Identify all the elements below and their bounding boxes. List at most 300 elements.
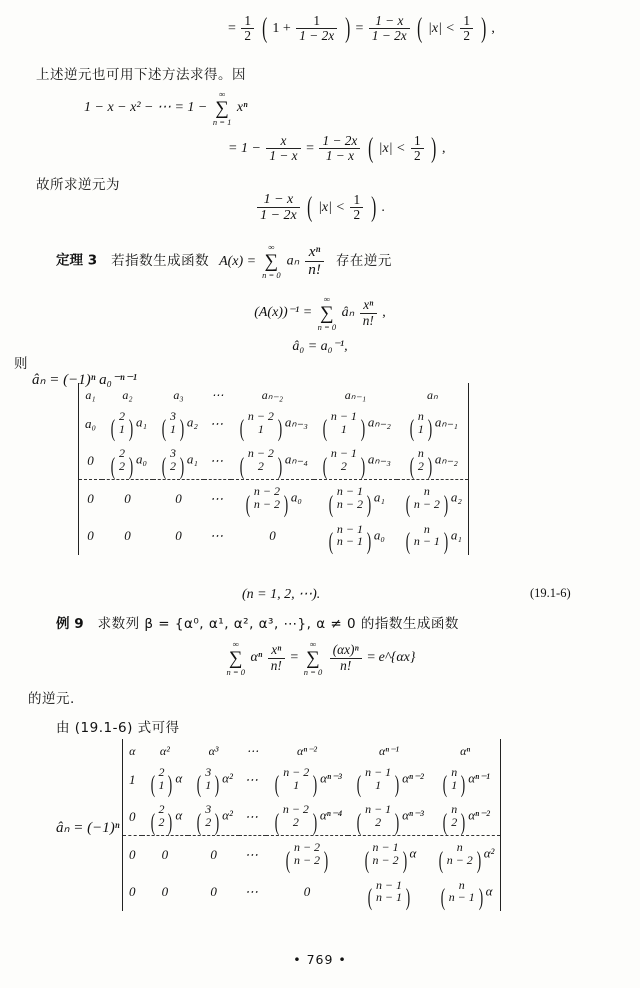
denominator: n! [270,657,282,673]
binomial-coefficient [365,877,413,911]
cell [266,761,348,798]
cell [153,405,204,442]
cell-coefficient: α² [222,807,233,823]
binomial-coefficient [403,484,451,518]
right-paren: ) [128,416,134,443]
cell-ellipsis: ⋯ [204,480,231,518]
binom-top: n [451,802,458,817]
left-paren: ( [322,416,328,443]
left-paren: ( [364,847,369,874]
cell: 0 [129,808,136,824]
cell [188,761,239,798]
coefficient-a-n: aₙ [286,253,300,269]
cell [314,405,397,442]
cell-coefficient: a₁ [135,414,147,430]
denominator: 2 [244,28,252,44]
fraction-half-cond [460,14,473,44]
cond-right-paren: ) [370,191,376,223]
cell [142,761,189,798]
left-paren: ( [261,13,267,45]
right-paren: ) [344,13,350,45]
cell-coefficient: a₀ [290,490,302,505]
binom-bottom: n − 2 [372,852,399,867]
cell: 0 [87,528,94,544]
example-label: 例 9 [56,616,84,632]
left-paren: ( [409,416,415,443]
cell-ellipsis: ⋯ [209,528,225,544]
cell: 0 [269,528,276,544]
cell-coefficient: aₙ₋₄ [284,451,308,467]
cell [348,761,430,798]
right-paren: ) [312,772,318,799]
table-row [79,405,468,442]
summation-symbol [213,90,232,126]
binom-top: n − 1 [365,802,392,817]
formula-line-14 [0,640,640,676]
right-paren: ) [461,809,466,836]
binomial-coefficient [320,409,368,443]
cell-ellipsis: ⋯ [239,836,266,874]
theorem-label: 定理 3 [56,252,98,269]
right-paren: ) [476,847,481,874]
numerator: 1 [460,14,473,29]
numerator: x [266,134,300,149]
denominator: 1 − 2x [299,28,335,44]
binomial-coefficient [320,446,368,480]
table-row [123,874,500,911]
cell [102,405,153,442]
binomial-coefficient [108,409,136,443]
fraction-x-n-over-n-factorial [360,298,377,328]
example-9-line [56,612,459,633]
header-cell: α² [159,744,170,758]
cell [397,518,468,555]
binom-top: 2 [158,802,165,817]
binom-top: n − 1 [372,840,399,855]
comma: , [382,305,386,321]
binom-bottom: 2 [375,814,382,829]
numerator: xⁿ [268,643,285,658]
binom-bottom: n − 2 [336,496,363,511]
binom-bottom: 1 [158,777,165,792]
right-paren: ) [168,809,173,836]
cell: 0 [87,452,94,468]
comma: , [491,21,495,37]
coefficient-a-hat-n: âₙ [341,305,355,321]
binomial-coefficient [237,446,285,480]
cell: 0 [102,480,153,518]
right-paren: ) [461,772,466,799]
cell [430,761,501,798]
cell [397,442,468,480]
binom-top: n − 1 [336,521,363,536]
left-paren: ( [197,809,202,836]
binom-top: n − 2 [247,409,274,423]
sum-lower-limit: n = 0 [262,269,281,280]
binom-top: 3 [169,446,176,461]
cell: 0 [123,836,142,874]
sum-upper-limit: ∞ [268,242,275,252]
binom-top: n − 2 [283,765,310,779]
left-paren: ( [275,772,280,799]
sum-lower-limit: n = 0 [303,666,323,677]
cell: 0 [175,528,182,544]
formula-line-3 [84,90,248,126]
left-paren: ( [274,809,280,836]
binomial-coefficient [194,765,222,799]
sum-lower-limit: n = 0 [226,666,245,677]
cell: 0 [124,528,131,544]
binom-top: n [417,446,424,461]
sum-lower-limit: n = 0 [317,321,337,332]
determinant-table [79,383,468,555]
left-paren: ( [409,453,415,480]
binomial-coefficient [148,765,176,799]
binom-bottom: 2 [340,458,347,473]
binomial-coefficient [354,802,402,836]
sigma-glyph: ∑ [215,97,229,119]
binom-top: n − 1 [330,446,357,461]
summation-symbol [262,243,281,279]
left-paren: ( [285,847,291,874]
comma: , [441,141,446,157]
sigma-glyph: ∑ [228,647,243,669]
left-paren: ( [197,772,202,799]
one: 1 [272,21,280,37]
fraction-one-half [241,14,254,44]
eq-one-minus: = 1 − [228,141,261,157]
sigma-glyph: ∑ [264,250,279,272]
equals-sign: = [290,650,299,666]
cell: 0 [79,480,102,518]
binom-top: n − 1 [336,484,363,499]
binom-bottom: n − 1 [413,534,440,549]
cell-ellipsis: ⋯ [244,808,260,824]
header-cell: αⁿ⁻¹ [378,744,399,758]
right-paren: ) [427,416,433,443]
cell [430,874,501,911]
cell-coefficient: αⁿ⁻¹ [468,770,490,786]
right-paren: ) [394,809,400,836]
table-row [123,798,500,836]
denominator: 2 [463,28,471,44]
header-cell: α [129,744,136,758]
numerator: (αx)ⁿ [330,643,362,658]
right-paren: ) [366,528,372,555]
right-paren: ) [394,772,400,799]
binomial-coefficient [407,446,435,480]
binom-top: n [423,484,430,499]
left-paren: ( [245,491,251,518]
binomial-coefficient [436,840,484,874]
series-lhs: 1 − x − x² − ⋯ = 1 − [84,100,208,116]
right-paren: ) [405,884,411,911]
cell-coefficient: αⁿ⁻³ [402,807,424,823]
binom-top: n − 2 [247,446,274,461]
binom-top: n − 2 [253,484,280,499]
equals-sign: = [228,21,236,37]
equals-sign-2: = [355,21,364,37]
numerator: 1 − x [369,14,410,29]
left-paren: ( [356,809,362,836]
cell-coefficient: α² [222,770,233,786]
formula-line-6 [0,192,640,223]
denominator: 2 [414,148,421,164]
cell-coefficient: α [409,846,417,861]
fraction-inner [296,14,337,44]
cond-left-paren: ( [307,191,313,223]
cell [348,836,430,874]
header-cell: a₃ [173,388,184,402]
binom-bottom: n − 1 [375,890,402,905]
binomial-coefficient [159,409,187,443]
right-paren: ) [283,491,289,518]
theorem-text-pre: 若指数生成函数 [111,252,210,269]
equation-tag-19-1-6: (19.1-6) [530,586,571,600]
example-determinant-lhs: âₙ = (−1)ⁿ [56,820,120,836]
fraction-final-inverse [257,192,300,223]
binom-bottom: 2 [158,814,165,829]
cell: 1 [129,771,136,787]
cell [102,442,153,480]
binom-top: n − 2 [294,840,321,855]
left-paren: ( [161,416,167,443]
determinant-bottom-note: (n = 1, 2, ⋯). [242,587,321,602]
binom-bottom: 2 [205,814,212,829]
theorem-then-label: 则 [14,356,28,372]
summation-symbol-2 [304,640,323,676]
denominator: 2 [353,207,361,223]
cell-coefficient: a₂ [186,414,198,430]
binom-bottom: 1 [169,421,176,436]
cond-left-paren: ( [417,13,423,45]
cell-coefficient: αⁿ⁻² [468,807,490,823]
cell-coefficient: α [485,883,493,899]
binom-top: n [417,409,424,423]
formula-line-4 [228,134,445,164]
binom-bottom: 1 [417,421,424,436]
left-paren: ( [438,847,443,874]
denominator: n! [362,312,374,328]
header-cell: ⋯ [246,744,259,758]
binomial-coefficient [243,484,291,518]
binomial-coefficient [237,409,285,443]
numerator: 1 [296,14,337,29]
binomial-coefficient [438,877,486,911]
inverse-lhs: (A(x))⁻¹ = [254,305,313,321]
summation-symbol [318,295,337,331]
numerator: 1 − 2x [319,134,360,149]
cell [348,798,430,836]
cell [231,480,314,518]
cell [314,518,397,555]
right-paren: ) [277,453,283,480]
fraction-result [369,14,410,44]
binom-top: n [458,877,465,892]
sum-upper-limit: ∞ [323,294,330,304]
binomial-coefficient [159,446,187,480]
cell [430,798,501,836]
paragraph-therefore-inverse: 故所求逆元为 [36,177,120,193]
cell-ellipsis: ⋯ [244,771,260,787]
denominator: 1 − x [325,148,354,164]
right-paren: ) [443,491,449,518]
cell [348,874,430,911]
numerator: 1 [241,14,254,29]
cell: a₀ [85,415,97,431]
determinant-example-9 [122,739,501,911]
cell [314,480,397,518]
binom-top: 2 [119,446,125,461]
cell [397,405,468,442]
right-paren: ) [179,453,185,480]
table-row [123,836,500,874]
numerator: xⁿ [360,298,377,313]
right-paren: ) [277,416,283,443]
fraction-alpha-x-n-over-n-factorial [330,643,362,673]
binom-top: 2 [119,409,125,423]
binom-bottom: 2 [169,458,176,473]
binom-bottom: n − 2 [446,852,473,867]
binomial-coefficient [148,802,176,836]
cell-coefficient: aₙ₋₃ [367,451,391,467]
binom-bottom: n − 1 [336,534,363,549]
right-paren: ) [443,528,449,555]
binom-top: 2 [158,765,165,779]
binomial-coefficient [108,446,136,480]
alpha-power: αⁿ [250,650,263,666]
binom-bottom: n − 2 [413,496,440,511]
cell [153,442,204,480]
cell [231,442,314,480]
numerator: 1 − x [257,192,300,208]
right-paren: ) [214,809,220,836]
cell-coefficient: α [175,770,183,786]
table-row [79,518,468,555]
cell-coefficient: aₙ₋₂ [367,414,391,430]
cell: 0 [142,836,189,874]
left-paren: ( [440,884,445,911]
binom-bottom: 1 [451,777,458,792]
cell [188,798,239,836]
cell [397,480,468,518]
theorem-ax: A(x) = [219,253,257,269]
fraction-x-over-1-minus-x [266,134,300,164]
numerator: 1 [350,193,363,208]
fraction-half-cond [411,134,424,164]
left-paren: ( [328,528,334,555]
left-paren: ( [443,772,448,799]
binom-top: n [456,840,463,855]
formula-line-9: â₀ = a₀⁻¹, [292,339,348,354]
left-paren: ( [356,772,362,799]
cell-coefficient: αⁿ⁻² [402,770,424,786]
right-paren: ) [179,416,185,443]
binom-top: n [423,521,430,536]
determinant-header-row [123,739,500,761]
binomial-coefficient [440,802,468,836]
binom-bottom: 2 [119,458,125,473]
cell-coefficient: aₙ₋₂ [434,451,458,467]
table-row [79,480,468,518]
paragraph-its-inverse: 的逆元. [28,691,75,707]
header-cell: α³ [208,744,219,758]
cell-coefficient: a₁ [373,490,385,505]
fraction-half-cond [350,193,363,223]
binom-bottom: n − 1 [448,890,475,905]
cell: 0 [161,884,169,900]
binomial-coefficient [194,802,222,836]
numerator: xⁿ [305,244,324,261]
binom-top: 3 [205,802,212,817]
table-row [79,442,468,480]
cell-coefficient: αⁿ⁻⁴ [319,807,343,823]
binomial-coefficient [440,765,468,799]
binomial-coefficient [407,409,435,443]
cell-coefficient: aₙ₋₃ [284,414,308,430]
cell-ellipsis: ⋯ [209,452,225,468]
determinant-19-1-6 [78,383,469,555]
binom-bottom: 1 [257,421,264,436]
left-paren: ( [239,453,245,480]
cond-right-paren: ) [431,133,437,165]
cell-coefficient: αⁿ⁻³ [320,770,342,786]
right-paren: ) [128,453,134,480]
fraction-x-n-over-n-factorial [305,244,324,278]
cell-coefficient: α² [483,846,495,861]
sum-body: xⁿ [236,100,248,116]
left-paren: ( [322,453,328,480]
cell-ellipsis: ⋯ [209,415,225,431]
equals-sign: = [306,141,314,157]
right-paren: ) [168,772,173,799]
paragraph-inverse-method: 上述逆元也可用下述方法求得。因 [36,67,246,83]
cell-coefficient: aₙ₋₁ [434,414,458,430]
cond-left-paren: ( [367,133,374,165]
denominator: n! [340,657,352,673]
left-paren: ( [239,416,245,443]
binom-bottom: 1 [119,421,125,436]
binom-bottom: 1 [205,777,212,792]
binom-bottom: 1 [340,421,347,436]
formula-line-1 [228,14,495,44]
right-paren: ) [312,809,318,836]
period: . [381,199,385,215]
right-paren: ) [427,453,433,480]
binom-top: n − 1 [375,877,402,892]
cell: 0 [129,884,136,900]
cell [266,798,348,836]
condition-abs: |x| < [378,141,406,157]
binomial-coefficient [326,521,374,555]
binomial-coefficient [403,521,451,555]
cell-coefficient: a₁ [450,527,462,543]
cell: 0 [153,480,204,518]
denominator: 1 − 2x [260,208,297,224]
left-paren: ( [110,416,116,443]
binom-top: n − 1 [330,409,357,423]
cell-ellipsis: ⋯ [244,884,260,900]
left-paren: ( [161,453,167,480]
binom-bottom: 1 [293,777,300,792]
left-paren: ( [150,772,155,799]
summation-symbol [227,640,246,676]
header-cell: aₙ₋₁ [344,388,367,402]
left-paren: ( [150,809,155,836]
sum-upper-limit: ∞ [232,639,239,649]
determinant-header-row [79,383,468,405]
binom-top: 3 [205,765,212,779]
